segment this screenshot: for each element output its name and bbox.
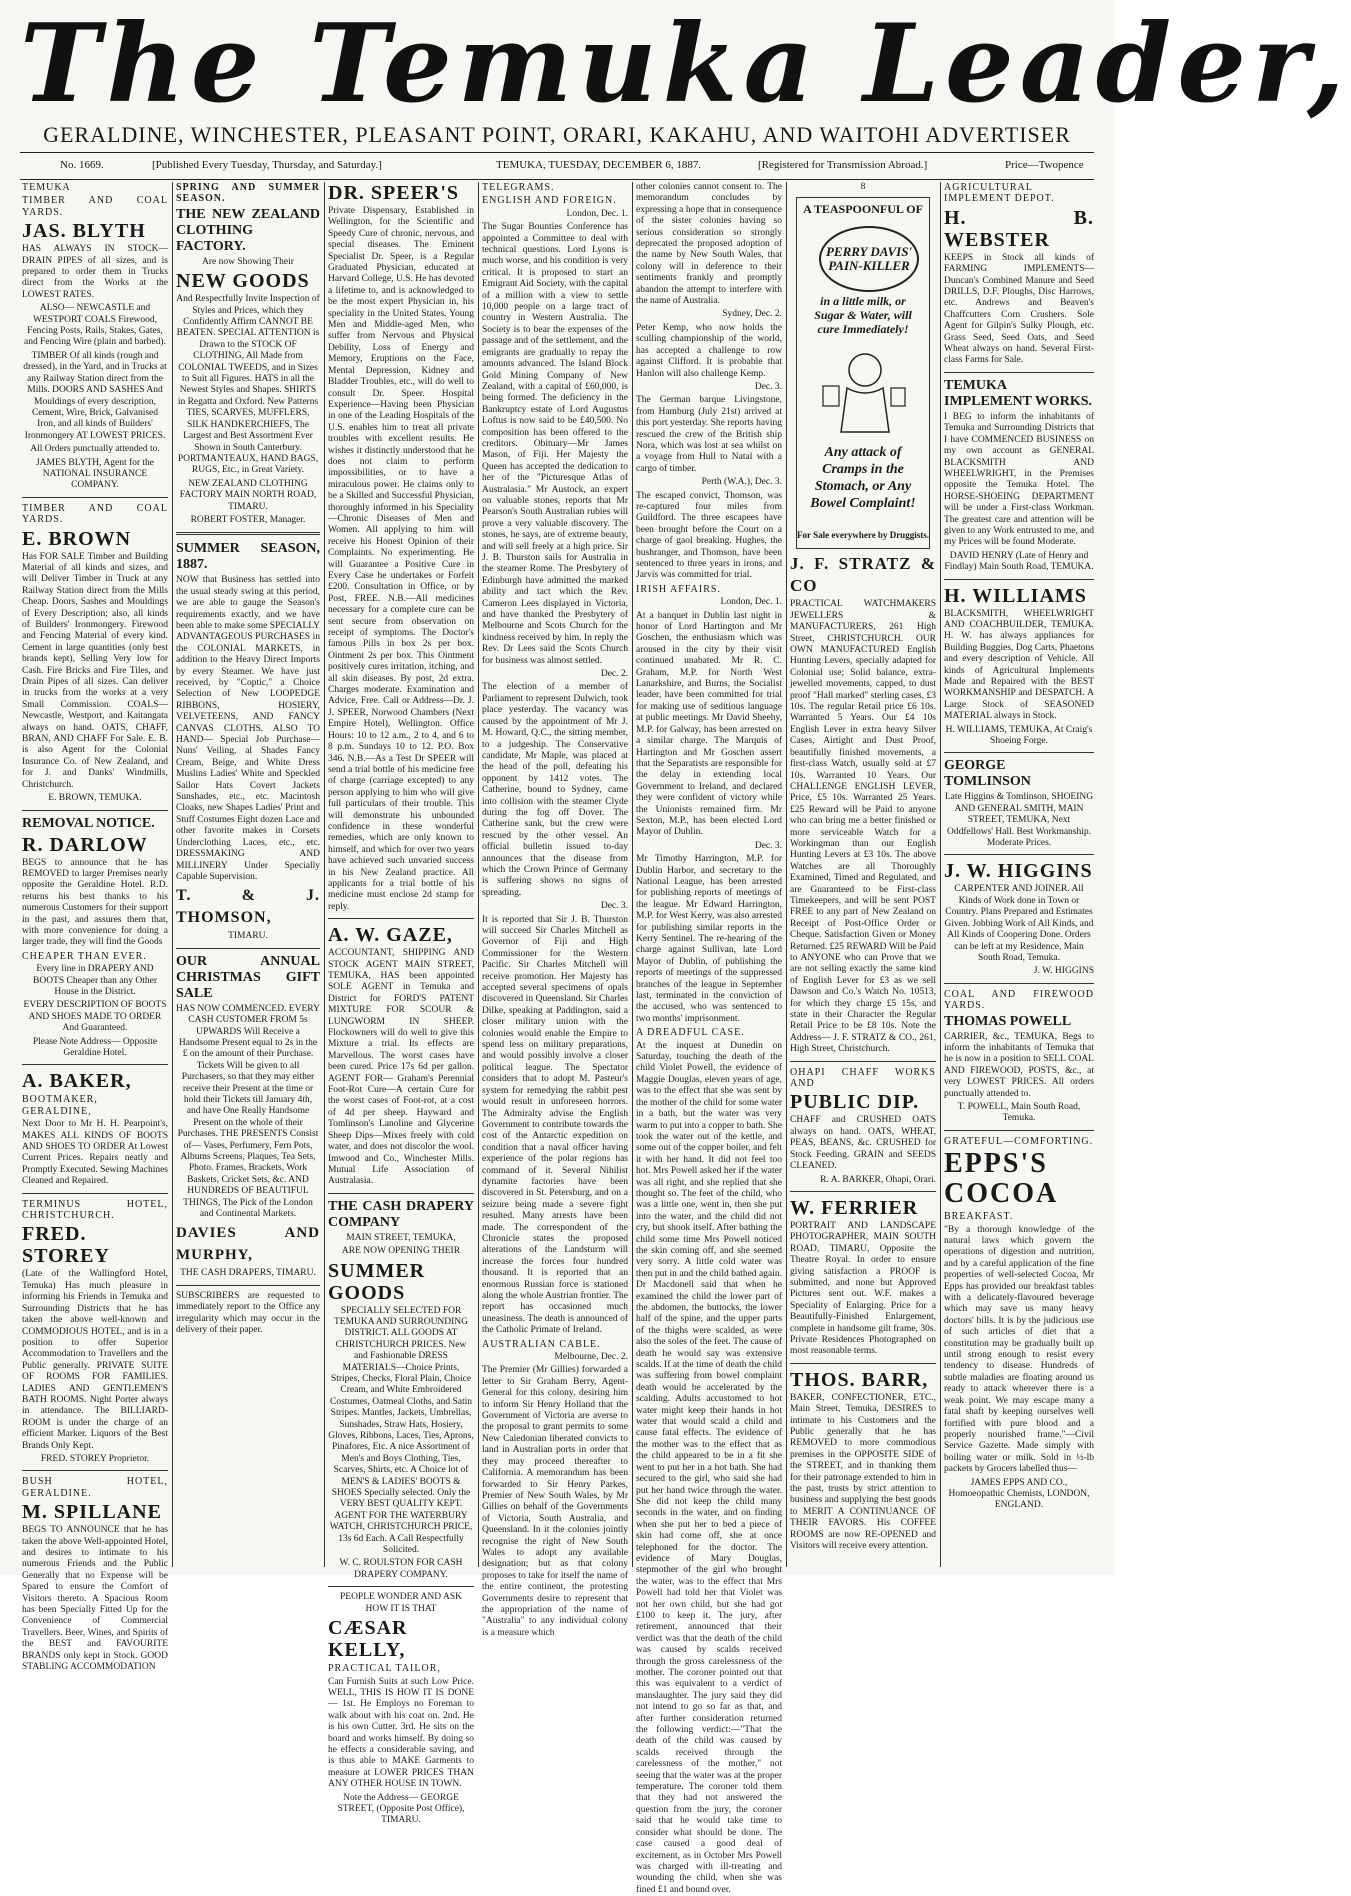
- ad-feature: NEW GOODS: [176, 270, 310, 293]
- column-rule: [324, 182, 325, 1567]
- ad-body: Please Note Address— Opposite Geraldine Hotel.: [32, 1036, 158, 1058]
- ad-signature: E. BROWN, TEMUKA.: [48, 793, 142, 804]
- article-body: At the inquest at Dunedin on Saturday, touching the death of the child Violet Powell, the evidence of Maggie Douglas, eleven years of age, was to the effect that she was sent by the mother of the child for some water in a bath, but the water was very warm to put into a copper to bath. She took the water out of the kettle, and some out of the copper boiler, and felt it with her hand. It did not feel too hot. Mrs Powell asked her if the water was all right, and she replied that she thought so. The feet of the child, who was a little one, went in, then she put into the water, and the child did not cry, but shook itself. After bathing the child some time Mrs Powell noticed the skin coming off, and she seemed very sorry. A little cold water was then put in and the child bathed again. Dr Macdonell said that when he examined the child the lower part of the abdomen, the buttocks, the lower half of the spine, and the upper parts of the thighs were scalded, as were also the soles of the feet. The cause of death he would say was extensive scalds. If at the time of death the child was suffering from bowel complaint death would be accelerated by the scalding. Adults accustomed to hot water might keep their hands in hot water that would scald a child and cause fatal effects. The evidence of the mother was to the effect that as the child appeared to be in a fit she went to put her in a hot bath. She had secured to the girl, who said she had put her hand twice through the water. She did not keep the child many seconds in the water, and on finding when she put her to bed a piece of skin had come off, she at once telephoned for the doctor. The evidence of Mary Douglas, stepmother of the girl who brought the water, was to the effect that Mrs Powell had told her that Violet was not her own child, but she had got £100 to keep it. The jury, after retirement, announced that their verdict was that the death of the child was caused by scalds received through the gross carelessness of the mother. The coroner pointed out that this was equivalent to a verdict of manslaughter. The jury said they did not intend to go so far as that, and after further consideration returned the following verdict:—"That the death of the child was caused by scalds received through the carelessness of the mother," not seeing that the water was at the proper temperature. The coroner told them that they had not answered the question from the jury, the coroner said that he would take time to consider what should be done. The case caused a good deal of excitement, as in October Mrs Powell was charged with ill-treating and wounding the child, when she was fined £1 and bound over.: [636, 1040, 782, 1895]
- ad-heading: COAL AND FIREWOOD YARDS.: [944, 988, 1094, 1012]
- ad-body: EVERY DESCRIPTION OF BOOTS AND SHOES MADE TO ORDER And Guaranteed.: [23, 1000, 167, 1034]
- ad-heading: BUSH HOTEL, GERALDINE.: [22, 1476, 168, 1499]
- divider: [944, 1130, 1094, 1131]
- divider: [944, 579, 1094, 580]
- dateline: Dec. 2.: [600, 669, 628, 680]
- ad-heading: OUR ANNUAL CHRISTMAS GIFT SALE: [176, 953, 320, 1001]
- ad-body: ACCOUNTANT, SHIPPING AND STOCK AGENT MAIN STREET, TEMUKA, HAS been appointed SOLE AGENT in Temuka and District for FORD'S PATENT MIXTURE FOR SCOUR & LUNGWORM IN SHEEP. Flockowners will do well to give this Mixture a trial. Its effects are Marvellous. The worst cases have been cured. Price 17s 6d per gallon. AGENT FOR— Graham's Perennial Foot-Rot Cure—A certain Cure for the worst cases of Foot-rot, at a cost of 4d per sheep. Hayward and Tomlinson's Lanoline and Glycerine Sheep Dips—Mixes freely with cold water, and does not discolor the wool. Imwood and Co., Winchester Mills. Mutual Life Association of Australasia.: [328, 948, 474, 1187]
- ad-body: ALSO— NEWCASTLE and WESTPORT COALS Firewood, Fencing Posts, Rails, Stakes, Gates, and Fencing Wire (plain and barbed).: [24, 303, 166, 348]
- ad-body: Has FOR SALE Timber and Building Material of all kinds and sizes, and will Deliver Timber in Truck at any Railway Station direct from the Mills Cheap. Doors, Sashes and Mouldings of Every Description; also, all kinds of Builders' Ironmongery. Firewood and Fencing Material of every kind. Cement in large quantities (only best brands kept), Selling Very low for Cash. Fire Bricks and Fire Tiles, and Drain Pipes of all sizes. Can deliver in trucks from the works at a very Small Commission. COALS—Newcastle, Westport, and Kaitangata always on hand. OATS, CHAFF, BRAN, AND CHAFF For Sale. E. B. is also Agent for the Colonial Insurance Co. of New Zealand, and for J. and Danks' Windmills, Christchurch.: [22, 551, 168, 790]
- ad-signature: ROBERT FOSTER, Manager.: [190, 514, 306, 525]
- article-body: Peter Kemp, who now holds the sculling championship of the world, has accepted a challenge to row against Clifford. It is probable that Hanlon will also challenge Kemp.: [636, 322, 782, 379]
- ad-body: CHAFF and CRUSHED OATS always on hand. OATS, WHEAT, PEAS, BEANS, &c. CRUSHED for Stock Feeding. GRAIN and SEEDS CLEANED.: [790, 1115, 936, 1172]
- advertiser-name: R. DARLOW: [22, 833, 148, 856]
- masthead-subtitle: GERALDINE, WINCHESTER, PLEASANT POINT, ORARI, KAKAHU, AND WAITOHI ADVERTISER: [43, 122, 1071, 147]
- ad-signature: J. W. HIGGINS: [1033, 966, 1094, 977]
- ad-body: BEGS to announce that he has REMOVED to larger Premises nearly opposite the Geraldine Hotel. R.D. returns his best thanks to his numerous Customers for their support in the past, and assures them that, with more convenience for doing a larger trade, they will find the Goods: [22, 857, 168, 948]
- divider: [328, 918, 474, 919]
- article-body: The German barque Livingstone, from Hamburg (July 21st) arrived at this port yesterday. She reports having rescued the crew of the British ship Nora, which was lost at sea whilst on a voyage from Hull to Natal with a cargo of timber.: [636, 395, 782, 474]
- column-rule: [940, 182, 941, 1567]
- article-body: Mr Timothy Harrington, M.P. for Dublin Harbor, and secretary to the National League, has been arrested for publishing reports of meetings of the league. Mr Edward Harrington, M.P. for West Kerry, was also arrested for publishing similar reports in the Kerry Sentinel. The re-hearing of the charge against Sullivan, late Lord Mayor of Dublin, of publishing the reports of meetings of the suppressed branches of the league in September last, terminated in the conviction of the accused, who was sentenced to two months' imprisonment.: [636, 854, 782, 1024]
- divider: [22, 1064, 168, 1065]
- divider: [22, 810, 168, 811]
- dateline: Dec. 3.: [754, 381, 782, 392]
- divider: [176, 532, 320, 535]
- advertiser-name: J. F. STRATZ & CO: [790, 554, 936, 596]
- divider: [944, 752, 1094, 753]
- ad-body: (Late of the Wallingford Hotel, Temuka) Has much pleasure in informing his Friends in Temuka and Surrounding Districts that he has taken the above well-known and COMMODIOUS HOTEL, and is in a position to offer Superior Accommodation to Travellers and the Public generally. PRIVATE SUITE OF ROOMS FOR FAMILIES. LADIES AND GENTLEMEN'S BATH ROOMS. Night Porter always in attendance. The BILLIARD-ROOM is under the charge of an efficient Marker. Liquors of the Best Brands Only Kept.: [22, 1269, 168, 1451]
- advert-middle: in a little milk, or Sugar & Water, will cure Immediately!: [814, 294, 912, 337]
- ad-body: NEW ZEALAND CLOTHING FACTORY MAIN NORTH ROAD, TIMARU.: [179, 478, 317, 512]
- article-body: The Sugar Bounties Conference has appointed a Committee to deal with technical questions. Lord Lyons is much worse, and his condition is very critical. It is proposed to start an Emigrant Aid Society, with the capital of a million with a view to settle 10,000 people on a large tract of country in Western Australia. The Society is to bear the expenses of the passage and of the settlement, and the emigrants are gradually to repay the amounts advanced. The Island Block Gold Mining Company of New Zealand, with a capital of £60,000, is being formed. The deficiency in the Bankruptcy estate of Lord Augustus Loftus is now said to be £40,500. No composition has been offered to the creditors. Obituary—Mr James Mason, of Fiji. Her Majesty the Queen has accepted the dedication to her of the "Picturesque Atlas of Australasia." Mr Austock, an expert on valuable stones, reports that Mr Pearson's South Australian rubies will prove a very valuable discovery. The stones, he says, are of extreme beauty, and will sell freely at a high price. Sir J. B. Thurston sails for Australia in the steamer Rome. The Presbytery of Edinburgh have admitted the marked ability and tact which the Rev. Cameron Lees displayed in Victoria, and have thanked the Presbytery of Melbourne and Scots Church for the kindness received by him. In reply the Rev. Dr Lees said the Scots Church for business was almost settled.: [482, 222, 628, 666]
- ad-heading: SUMMER SEASON, 1887.: [176, 541, 320, 573]
- column-rule: [478, 182, 479, 1567]
- registration-note: [Registered for Transmission Abroad.]: [758, 159, 928, 171]
- ad-heading: GRATEFUL—COMFORTING.: [944, 1135, 1094, 1147]
- advertiser-name: A. W. GAZE,: [328, 924, 453, 947]
- ad-body: HAS ALWAYS IN STOCK— DRAIN PIPES of all sizes, and is prepared to order them in Trucks direct from the Works at the LOWEST RATES.: [22, 244, 168, 300]
- article-body: The Premier (Mr Gillies) forwarded a letter to Sir Graham Berry, Agent-General for this colony, desiring him to inform Sir Henry Holland that the Government of Victoria are averse to the proposal to grant permits to some New Caledonian liberated convicts to land in Australian ports in order that they may proceed thereafter to California. A memorandum has been forwarded to Sir Henry Parkes, Premier of New South Wales, by Mr Gillies on behalf of the Governments of Victoria, South Australia, and Queensland. In it the colonies jointly recognise the right of New South Wales to adopt any available designation; but as that colony proposes to take for itself the name of the entire continent, the protesting Governments desire to represent that the appropriation of the name of "Australia" to any individual colony is a measure which: [482, 1365, 628, 1638]
- divider: [944, 372, 1094, 373]
- ad-signature: JAMES EPPS AND CO., Homoeopathic Chemists, LONDON, ENGLAND.: [948, 1477, 1090, 1511]
- column-rule: [786, 182, 787, 1567]
- section-heading: A DREADFUL CASE.: [636, 1027, 745, 1039]
- ad-body: PRACTICAL WATCHMAKERS JEWELLERS & MANUFACTURERS, 261 High Street, CHRISTCHURCH. OUR OWN MANUFACTURED English Hunting Levers, specially adapted for Colonial use; Solid balance, extra-jewelled movements, capped, to dust proof "Hall marked" sterling cases, £3 10s. The regular Retail price £6 10s. Warranted 5 Years. Our £4 10s English Lever in extra heavy Silver Cases, Airtight and Dust Proof, beautifully finished movements, a first-class Watch, usually sold at £7 10s. Warranted 10 Years. Our CHALLENGE ENGLISH LEVER, Price, £5 10s. Warranted 25 Years. £25 Reward will be Paid to anyone who can bring me a better finished or more serviceable Watch for a Workingman than our English Hunting Levers at £3 10s. The above Watches are all Thoroughly Examined, Timed and Regulated, and are Guaranteed to be First-class Timekeepers, and will be sent POST FREE to any part of New Zealand on Receipt of Post-Office Order or Cheque. Satisfaction Given or Money Returned. £25 REWARD Will be Paid to ANYONE who can Prove that we are not selling exactly the same kind of English Lever for £3 as we sell Dawson and Co.'s Watch No. 10513, for which they charge £5 15s, and state in their Character the Regular Retail Price to be £8 10s. Note the Address— J. F. STRATZ & CO., 261, High Street, Christchurch.: [790, 599, 936, 1055]
- ad-signature: FRED. STOREY Proprietor.: [40, 1453, 150, 1464]
- ad-body: CARRIER, &c., TEMUKA, Begs to inform the inhabitants of Temuka that he is now in a position to SELL COAL AND FIREWOOD, POSTS, &c., at very LOWEST PRICES. All orders punctually attended to.: [944, 1031, 1094, 1099]
- ad-body: PORTRAIT AND LANDSCAPE PHOTOGRAPHER, MAIN SOUTH ROAD, TIMARU, Opposite the Theatre Royal. In order to ensure giving satisfaction a PROOF is submitted, and none but Approved Pictures sent out. W.F. makes a Speciality of Enlarging. Price for a Beautifully-Finished Enlargement, complete in handsome gilt frame, 30s. Private Residences Photographed on most reasonable terms.: [790, 1220, 936, 1357]
- section-heading: IRISH AFFAIRS.: [636, 583, 721, 595]
- article-body: At a banquet in Dublin last night in honor of Lord Hartington and Mr Goschen, the enthusiasm which was aroused in the city by their visit continued unabated. Mr R. C. Graham, M.P. for North West Lanarkshire, and Burns, the Socialist leader, have been committed for trial for making use of seditious language at public meetings. Mr David Sheehy, M.P. for Galway, has been arrested on a similar charge. The Marquis of Hartington and Mr Goschen assert that the Separatists are responsible for the delay in extending local Government to Ireland, and declared they were confident of victory while the Unionists remained firm. Mr Sexton, M.P., has been elected Lord Mayor of Dublin.: [636, 610, 782, 838]
- dateline: London, Dec. 1.: [566, 208, 628, 219]
- advertiser-name: H. WILLIAMS: [944, 584, 1087, 607]
- ad-subheading: PRACTICAL TAILOR,: [328, 1663, 441, 1675]
- subscribers-notice: SUBSCRIBERS are requested to immediately report to the Office any irregularity which may occur in the delivery of their paper.: [176, 1290, 320, 1336]
- ad-heading: OHAPI CHAFF WORKS AND: [790, 1066, 936, 1090]
- dateline: Dec. 3.: [600, 901, 628, 912]
- ad-body: Next Door to Mr H. H. Pearpoint's, MAKES ALL KINDS OF BOOTS AND SHOES TO ORDER At Lowest Current Prices. Repairs neatly and Promptly Executed. Sewing Machines Cleaned and Repaired.: [22, 1119, 168, 1187]
- article-body: It is reported that Sir J. B. Thurston will succeed Sir Charles Mitchell as Governor of Fiji and High Commissioner for the Western Pacific. Sir Charles Mitchell will receive promotion. Her Majesty has accepted several specimens of opals discovered in Queensland. Sir Charles Dilke, speaking at Paddington, said a closer military union with the colonies would enable the Empire to spend less on military preparations, and would possibly involve a closer political league. The Spectator considers that to adopt M. Pasteur's system for remedying the rabbit pest would result in unforeseen horrors. The Admiralty advise the English Government to contribute towards the cost of the Antarctic expedition on condition that a naval officer having experience of the polar regions has command of it. Several Nihilist dynamite factories have been discovered in St. Petersburg, and on a seizure being made a severe fight resulted. Many arrests have been made. The correspondent of the Chronicle states the proposed alterations of the Landsturm will increase the forces four hundred thousand. It is reported that an enormous Russian force is stationed along the whole Austrian frontier. The report has occasioned much uneasiness. The death is announced of the Catholic Primate of Ireland.: [482, 914, 628, 1336]
- ad-heading: TEMUKA IMPLEMENT WORKS.: [944, 377, 1093, 409]
- issue-date: TEMUKA, TUESDAY, DECEMBER 6, 1887.: [496, 159, 702, 171]
- dateline: Perth (W.A.), Dec. 3.: [701, 477, 782, 488]
- advertiser-name: T. & J. THOMSON,: [176, 887, 320, 927]
- ad-heading: AGRICULTURAL IMPLEMENT DEPOT.: [944, 182, 1055, 205]
- ad-address: Note the Address— GEORGE STREET, (Opposite Post Office), TIMARU.: [337, 1792, 465, 1826]
- ad-location: TIMARU.: [228, 931, 268, 942]
- ad-body: Private Dispensary, Established in Wellington, for the Scientific and Speedy Cure of chronic, nervous, and special diseases. The Eminent Specialist Dr. Speer, is a Regular Graduated Physician, educated at Harvard College, U.S. He has devoted a lifetime to, and is acknowledged to be the most expert Physician in, his speciality in the United States. Young Men and Middle-aged Men, who suffer from Nervous and Physical Debility, Loss of Energy and Memory, Eruptions on the Face, Mental Depression, Kidney and Bladder Troubles, etc., will do well to consult Dr. Speer. Hospital Experience—Having been Physician in one of the Leading Hospitals of the U.S. enables him to treat all private troubles with excellent results. He wishes it distinctly understood that he does not claim to perform impossibilities, or to have a miraculous power. He claims only to be a Skilled and Successful Physician, thoroughly informed in his Speciality—Chronic Diseases of Men and Women. All applying to him will receive his Honest Opinion of their Complaints. No experimenting. He will Guarantee a Positive Cure in Every Case he undertakes or Forfeit £200. Consultation in Office, or by Post, FREE. N.B.—All medicines necessary for a complete cure can be sent secure from observation on receipt of symptoms. The Doctor's famous Pills in box 2s per box. Ointment 2s per box. This Ointment positively cures irritation, itching, and all skin diseases. By post, 2d extra. Charges moderate. Examination and Advice, Free. Call or Address—Dr. J. J. SPEER, Norwood Chambers (Next Empire Hotel), Wellington. Office Hours: 10 to 12 a.m., 2 to 4, and 6 to 8 p.m. Sundays 10 to 12. P.O. Box 346. N.B.—As a Test Dr SPEER will send a trial bottle of his medicine free of charge (carriage excepted) to any person applying to him who will give full particulars of their trouble. This will demonstrate his unbounded confidence in these wonderful remedies, which are only known to himself, and which for over two years have achieved such unvaried success in his New Zealand practice. All applicants for a trial bottle of his medicine must enclose 2d stamp for reply.: [328, 206, 474, 912]
- ad-signature: JAMES BLYTH, Agent for the NATIONAL INSURANCE COMPANY.: [35, 457, 155, 491]
- column-5: [636, 182, 782, 1895]
- advertiser-name: W. FERRIER: [790, 1196, 919, 1219]
- ad-subheading: THE CASH DRAPERS, TIMARU.: [180, 1268, 316, 1279]
- ad-body: KEEPS in Stock all kinds of FARMING IMPLEMENTS— Duncan's Combined Manure and Seed DRILLS, D.F. Ploughs, Disc Harrows, etc. Andrews and Beaven's Chaffcutters Corn Crushers. Sole Agent for Gilpin's Sulky Plough, etc. Grass Seed, Seed Oats, and Seed Wheat always on hand. Several First-class Farms for Sale.: [944, 252, 1094, 366]
- ad-signature: DAVID HENRY (Late of Henry and Findlay) Main South Road, TEMUKA.: [944, 550, 1094, 573]
- dateline: Sydney, Dec. 2.: [722, 309, 782, 320]
- ad-subheading: BOOTMAKER, GERALDINE,: [22, 1094, 98, 1117]
- advertiser-name: E. BROWN: [22, 527, 132, 550]
- advertiser-name: CÆSAR KELLY,: [328, 1617, 408, 1662]
- ad-location: MAIN STREET, TEMUKA,: [346, 1232, 456, 1243]
- ad-signature: H. WILLIAMS, TEMUKA, At Craig's Shoeing Forge.: [945, 724, 1093, 747]
- ad-body: TIMBER Of all kinds (rough and dressed), in the Yard, and in Trucks at any Railway Station direct from the Mills. DOORS AND SASHES And Mouldings of every description, Cement, Wire, Brick, Galvanised Iron, and all kinds of Builders' Ironmongery AT LOWEST PRICES.: [23, 350, 167, 441]
- advertiser-name: FRED. STOREY: [22, 1223, 110, 1268]
- page-number: 8: [860, 182, 866, 192]
- advertiser-name: A. BAKER,: [22, 1070, 132, 1093]
- column-1: [22, 182, 168, 1673]
- advertiser-name: PUBLIC DIP.: [790, 1091, 920, 1114]
- article-body: The escaped convict, Thomson, was re-captured four miles from Guildford. The three escapees have been brought before the Court on a charge of gaol breaking. Hughes, the bushranger, and Thomson, have been sentenced to three years in irons, and Jarvis was committed for trial.: [636, 490, 782, 581]
- ad-signature: R. A. BARKER, Ohapi, Orari.: [820, 1174, 936, 1185]
- divider: [790, 1191, 936, 1192]
- ad-heading: REMOVAL NOTICE.: [22, 815, 155, 831]
- divider: [328, 1586, 474, 1587]
- ad-feature: SUMMER GOODS: [328, 1259, 426, 1304]
- divider: [22, 497, 168, 498]
- painkiller-logo: PERRY DAVIS' PAIN-KILLER: [819, 226, 919, 292]
- column-rule: [172, 182, 173, 1567]
- ad-body: NOW that Business has settled into the usual steady swing at this period, we are able to gauge the Season's requirements exactly, and we have been able to make some SPECIALLY ADVANTAGEOUS PURCHASES in the COLONIAL MARKETS, in addition to the Heavy Direct Imports by every Steamer. We have just received, by "Coptic," a Choice Selection of New LOOPEDGE RIBBONS, HOSIERY, VELVETEENS, AND FANCY CANVAS CLOTHS. ALSO TO HAND— Special Job Purchase—Nuns' Veiling, al Shades Fancy Cream, Beige, and White Dress Muslins Ladies' White and Speckled Sailor Hats Covert Jackets Sunshades, etc., etc. Macintosh Cloaks, new Shapes Ladies' Print and Stuff Costumes Eight dozen Lace and other favorite makes in Corsets Underclothing Laces, etc., etc. DRESSMAKING AND MILLINERY Under Specially Capable Supervision.: [176, 575, 320, 882]
- divider: [328, 1193, 474, 1194]
- divider: [176, 948, 320, 949]
- divider: [944, 854, 1094, 855]
- price: Price—Twopence: [1005, 159, 1084, 171]
- column-3: [328, 182, 474, 1826]
- advertiser-name: EPPS'S COCOA: [944, 1148, 1059, 1210]
- ad-body: All Orders punctually attended to.: [30, 444, 160, 455]
- section-heading: AUSTRALIAN CABLE.: [482, 1338, 601, 1350]
- ad-heading: SPRING AND SUMMER SEASON.: [176, 182, 320, 205]
- article-body: The election of a member of Parliament to represent Dulwich, took place yesterday. The vacancy was caused by the appointment of Mr J. M. Howard, Q.C., the sitting member, to a judgeship. The Conservative candidate, Mr Maple, was placed at the head of the poll, defeating his opponent by 1412 votes. The Catherine, bound to Sydney, came into collision with the steamer Clyde during the fog off Dover. The Catherine sank, but the crew were rescued by the other vessel. An official bulletin issued to-day announces that the disease from which the Crown Prince of Germany is suffering shows no signs of spreading.: [482, 682, 628, 898]
- advertiser-name: THOMAS POWELL: [944, 1013, 1072, 1029]
- advert-claim: Any attack of Cramps in the Stomach, or Any Bowel Complaint!: [810, 445, 916, 512]
- column-rule: [632, 182, 633, 1567]
- ad-location: TEMUKA: [22, 182, 71, 193]
- advertiser-name: M. SPILLANE: [22, 1501, 162, 1524]
- ad-heading: TIMBER AND COAL YARDS.: [22, 502, 168, 526]
- ad-body: And Respectfully Invite Inspection of Styles and Prices, which they Confidently Affirm CANNOT BE BEATEN. SPECIAL ATTENTION is Drawn to the STOCK OF CLOTHING, All Made from COLONIAL TWEEDS, and in Sizes to Suit all Figures. HATS in all the Newest Styles and Shapes. SHIRTS in Regatta and Oxford. New Patterns TIES, SCARVES, MUFFLERS, SILK HANDKERCHIEFS, The Largest and Best Assortment Ever Shown in South Canterbury. PORTMANTEAUX, HAND BAGS, RUGS, Etc., in Great Variety.: [176, 294, 320, 476]
- publication-schedule: [Published Every Tuesday, Thursday, and Saturday.]: [152, 159, 382, 171]
- issue-number: No. 1669.: [60, 159, 104, 171]
- advertiser-name: GEORGE TOMLINSON: [944, 758, 1031, 790]
- dateline: Dec. 3.: [754, 840, 782, 851]
- advert-footer: For Sale everywhere by Druggists.: [797, 530, 929, 541]
- ad-body: Are now Showing Their: [202, 256, 294, 267]
- ad-heading: TERMINUS HOTEL, CHRISTCHURCH.: [22, 1198, 168, 1222]
- divider: [790, 1363, 936, 1364]
- ad-body: CHEAPER THAN EVER.: [22, 950, 147, 962]
- ad-body: BAKER, CONFECTIONER, ETC., Main Street, Temuka, DESIRES to intimate to his Customers and the Public generally that he has REMOVED to more commodious premises in the OPPOSITE SIDE of the STREET, and in thanking them for their patronage extended to him in the past, trusts by strict attention to business and supplying the best goods to MERIT A CONTINUANCE OF THEIR FAVORS. His COFFEE ROOMS are now RE-OPENED and Visitors will receive every attention.: [790, 1392, 936, 1552]
- advert-intro: A TEASPOONFUL OF: [803, 202, 923, 217]
- ad-body: Can Furnish Suits at such Low Price. WELL, THIS IS HOW IT IS DONE— 1st. He Employs no Foreman to walk about with his coat on. 2nd. He is his own Cutter. 3rd. He sits on the board and works himself. By doing so he effects a considerable saving, and is thus able to MAKE Garments to measure at LOWER PRICES THAN ANY OTHER HOUSE IN TOWN.: [328, 1676, 474, 1790]
- ad-signature: T. POWELL, Main South Road, Temuka.: [957, 1101, 1081, 1124]
- ad-signature: W. C. ROULSTON FOR CASH DRAPERY COMPANY.: [339, 1558, 463, 1580]
- divider: [22, 1193, 168, 1194]
- divider: [790, 1061, 936, 1062]
- ad-body: ARE NOW OPENING THEIR: [341, 1246, 461, 1257]
- ad-heading: TIMBER AND COAL YARDS.: [22, 195, 168, 218]
- divider: [22, 1470, 168, 1471]
- ad-subheading: BREAKFAST.: [944, 1211, 1014, 1223]
- masthead-title: The Temuka Leader,: [20, 1, 1351, 127]
- section-subheading: ENGLISH AND FOREIGN.: [482, 195, 617, 207]
- ad-body: SPECIALLY SELECTED FOR TEMUKA AND SURROUNDING DISTRICT. ALL GOODS AT CHRISTCHURCH PRICES. New and Fashionable DRESS MATERIALS—Choice Prints, Stripes, Checks, Floral Plain, Choice Cream, and White Embroidered Costumes, Oatmeal Cloths, and Satin Stripes. Mantles, Jackets, Umbrellas, Sunshades, Straw Hats, Hosiery, Gloves, Ribbons, Laces, Ties, Aprons, Pinafores, Etc. A nice Assortment of Men's and Boys Clothing, Ties, Scarves, Shirts, etc. A Choice lot of MEN'S & LADIES' BOOTS & SHOES Specially selected. Only the VERY BEST QUALITY KEPT. AGENT FOR THE WATERBURY WATCH, CHRISTCHURCH PRICE, 13s 6d Each. A Call Respectfully Solicited.: [328, 1305, 474, 1556]
- advertiser-name: THOS. BARR,: [790, 1368, 929, 1391]
- divider: [944, 983, 1094, 984]
- advertiser-name: DR. SPEER'S: [328, 182, 460, 204]
- column-2: [176, 182, 320, 1567]
- ad-body: BLACKSMITH, WHEELWRIGHT AND COACHBUILDER, TEMUKA. H. W. has always appliances for Building Buggies, Dog Carts, Phaetons and every description of Vehicle. All kinds of Agricultural Implements Made and Repaired with the BEST WORKMANSHIP and DESPATCH. A Large Stock of SEASONED MATERIAL always in Stock.: [944, 608, 1094, 722]
- figure-illustration-icon: [817, 348, 917, 438]
- ad-body: PEOPLE WONDER AND ASK HOW IT IS THAT: [339, 1592, 462, 1614]
- ad-body: BEGS TO ANNOUNCE that he has taken the above Well-appointed Hotel, and desires to intimate to his numerous Friends and the Public Generally that no Expense will be Spared to ensure the Comfort of Visitors thereto. A Spacious Room has been Specially Fitted Up for the Convenience of Commercial Travellers. Beer, Wines, and Spirits of the BEST and FAVOURITE BRANDS only kept in Stock. GOOD STABLING ACCOMMODATION: [22, 1525, 168, 1673]
- section-heading: TELEGRAMS.: [482, 182, 555, 193]
- ad-body: CARPENTER AND JOINER. All Kinds of Work done in Town or Country. Plans Prepared and Estimates Given. Jobbing Work of All Kinds, and All Kinds of Coopering Done. Orders can be left at my Residence, Main South Road, Temuka.: [944, 884, 1094, 963]
- ad-body: Every line in DRAPERY AND BOOTS Cheaper than any Other House in the District.: [33, 964, 157, 997]
- ad-body: I BEG to inform the inhabitants of Temuka and Surrounding Districts that I have COMMENCED BUSINESS on my own account as GENERAL BLACKSMITH AND WHEELWRIGHT, in the Premises opposite the Temuka Hotel. The HORSE-SHOEING DEPARTMENT will be under a First-class Workman. The greatest care and attention will be given to any Work entrusted to me, and my Prices will be found Moderate.: [944, 411, 1094, 548]
- painkiller-advert: [796, 197, 930, 549]
- advertiser-name: J. W. HIGGINS: [944, 860, 1093, 883]
- issue-info-bar: [20, 152, 1094, 180]
- ad-body: Late Higgins & Tomlinson, SHOEING AND GENERAL SMITH, MAIN STREET, TEMUKA, Next Oddfellows' Hall. Best Workmanship. Moderate Prices.: [944, 792, 1094, 849]
- column-7: [944, 182, 1094, 1567]
- ad-body: "By a thorough knowledge of the natural laws which govern the operations of digestion and nutrition, and by a careful application of the fine properties of well-selected Cocoa, Mr Epps has provided our breakfast tables with a delicately-flavoured beverage which may save us many heavy doctors' bills. It is by the judicious use of such articles of diet that a constitution may be gradually built up until strong enough to resist every tendency to disease. Hundreds of subtle maladies are floating around us ready to attack wherever there is a weak point. We may escape many a fatal shaft by keeping ourselves well fortified with pure blood and a properly nourished frame."—Civil Service Gazette. Made simply with boiling water or milk. Sold in ½-lb packets by Grocers labelled thus—: [944, 1224, 1094, 1475]
- ad-heading: THE NEW ZEALAND CLOTHING FACTORY.: [176, 206, 320, 254]
- dateline: London, Dec. 1.: [720, 597, 782, 608]
- advertiser-name: H. B. WEBSTER: [944, 206, 1094, 251]
- column-6: [790, 182, 936, 1567]
- divider: [176, 1285, 320, 1286]
- article-body: other colonies cannot consent to. The memorandum concludes by expressing a hope that in consequence of the sister colonies having so serious consideration so strongly deprecated the proposed adoption of the name by New South Wales, that colony will in deference to their sentiments frankly and promptly abandon the attempt to interfere with the name of Australia.: [636, 182, 782, 307]
- column-4: [482, 182, 628, 1638]
- advertiser-name: DAVIES AND MURPHY,: [176, 1225, 320, 1264]
- ad-body: HAS NOW COMMENCED. EVERY CASH CUSTOMER FROM 5s UPWARDS Will Receive a Handsome Present equal to 2s in the £ on the amount of their Purchase. Tickets Will be given to all Purchasers, so that they may either receive their Present at the time or hold their Tickets till January 4th, and have One Really Handsome Present on the whole of their Purchases. THE PRESENTS Consist of— Vases, Perfumery, Fern Pots, Albums Screens, Plaques, Tea Sets, Photo. Frames, Brackets, Work Baskets, Cricket Sets, &c. AND HUNDREDS OF BEAUTIFUL THINGS, The Pick of the London and Continental Markets.: [176, 1003, 320, 1220]
- dateline: Melbourne, Dec. 2.: [554, 1352, 628, 1363]
- ad-heading: THE CASH DRAPERY COMPANY: [328, 1198, 474, 1230]
- advertiser-name: JAS. BLYTH: [22, 220, 146, 243]
